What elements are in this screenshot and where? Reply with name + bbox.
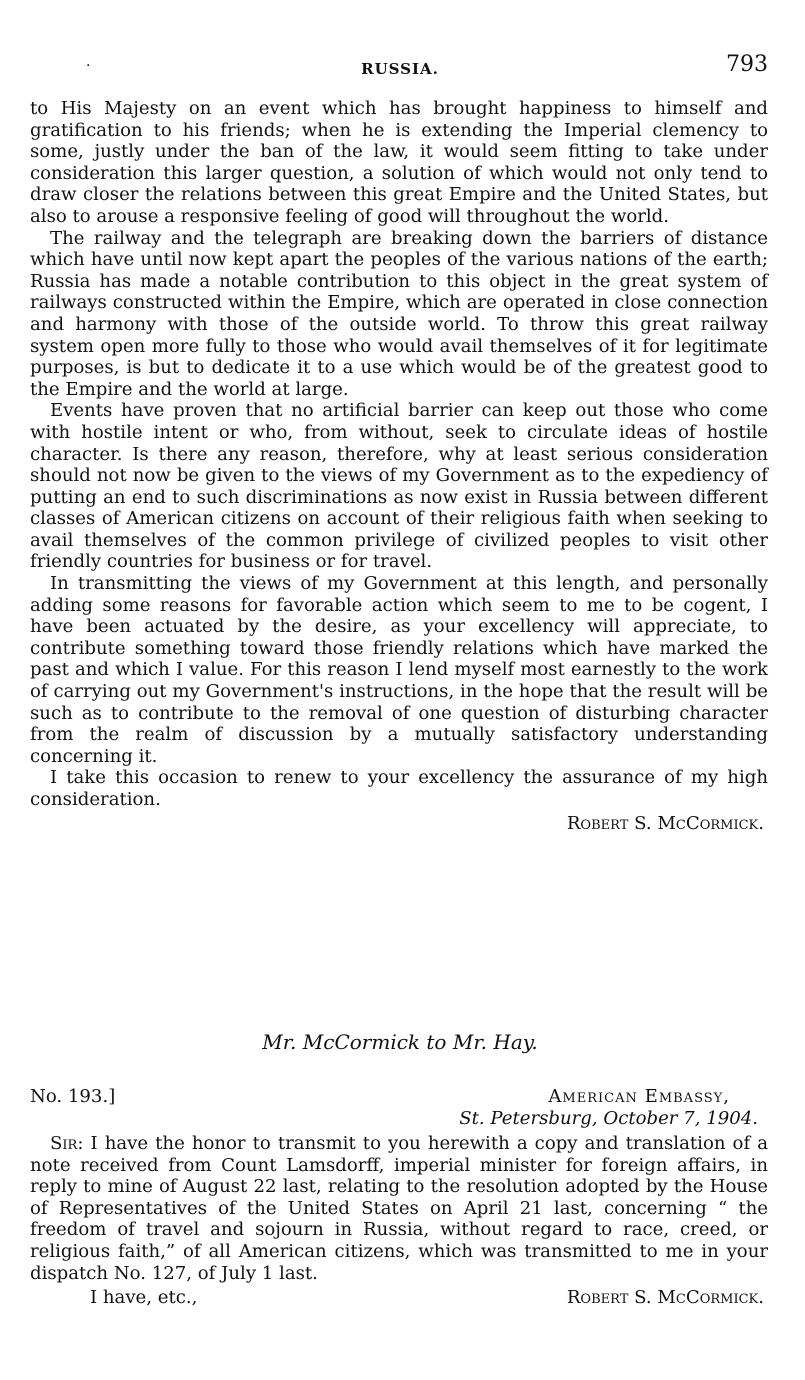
paragraph: I take this occasion to renew to your excellency the assurance of my high consideration.: [30, 767, 768, 810]
header-mark: ·: [86, 58, 91, 74]
dispatch-number: No. 193.]: [30, 1086, 116, 1107]
dispatch-date: St. Petersburg, October 7, 1904.: [459, 1108, 758, 1129]
paragraph: In transmitting the views of my Government at this length, and personally adding some reasons for favorable action which seem to me to be cogent, I have been actuated by the desire, as your excellency will appreciate, to contribute something toward those friendly relations which have marked the past and which I value. For this reason I lend myself most earnestly to the work of carrying out my Government's instructions, in the hope that the result will be such as to contribute to the removal of one question of disturbing character from the realm of discussion by a mutually satisfactory understanding concerning it.: [30, 573, 768, 767]
salutation: Sir:: [50, 1133, 84, 1154]
running-title: RUSSIA.: [361, 60, 439, 78]
letter-body-continued: [30, 98, 768, 834]
letter-paragraph: [30, 1133, 768, 1284]
signature: Robert S. McCormick.: [566, 812, 764, 834]
letter-body: [30, 1133, 768, 1284]
page-header: [30, 52, 770, 88]
closing-phrase: I have, etc.,: [90, 1287, 198, 1308]
paragraph: Events have proven that no artificial barrier can keep out those who come with hostile intent or who, from without, seek to circulate ideas of hostile character. Is there any reason, therefore, why at least serious consideration should not now be given to the views of my Government as to the expediency of putting an end to such discriminations as now exist in Russia between different classes of American citizens on account of their religious faith when seeking to avail themselves of the common privilege of civilized peoples to visit other friendly countries for business or for travel.: [30, 400, 768, 573]
dispatch-place: American Embassy,: [548, 1086, 730, 1107]
page-number: 793: [726, 52, 768, 77]
closing-signature: Robert S. McCormick.: [566, 1287, 764, 1308]
paragraph: to His Majesty on an event which has brought happiness to himself and gratification to his friends; when he is extending the Imperial clemency to some, justly under the ban of the law, it would seem fitting to take under consideration this larger question, a solution of which would not only tend to draw closer the relations between this great Empire and the United States, but also to arouse a responsive feeling of good will throughout the world.: [30, 98, 768, 227]
paragraph: The railway and the telegraph are breaking down the barriers of distance which have until now kept apart the peoples of the various nations of the earth; Russia has made a notable contribution to this object in the great system of railways constructed within the Empire, which are operated in close connection and harmony with those of the outside world. To throw this great railway system open more fully to those who would avail themselves of it for legitimate purposes, is but to dedicate it to a use which would be of the greatest good to the Empire and the world at large.: [30, 227, 768, 400]
section-heading: Mr. McCormick to Mr. Hay.: [262, 1030, 538, 1054]
letter-text: I have the honor to transmit to you herewith a copy and translation of a note received from Count Lamsdorff, imperial minister for foreign affairs, in reply to mine of August 22 last, relating to the resolution adopted by the House of Representatives of the United States on April 21 last, concerning “ the freedom of travel and sojourn in Russia, without regard to race, creed, or religious faith,” of all American citizens, which was transmitted to me in your dispatch No. 127, of July 1 last.: [30, 1133, 768, 1284]
